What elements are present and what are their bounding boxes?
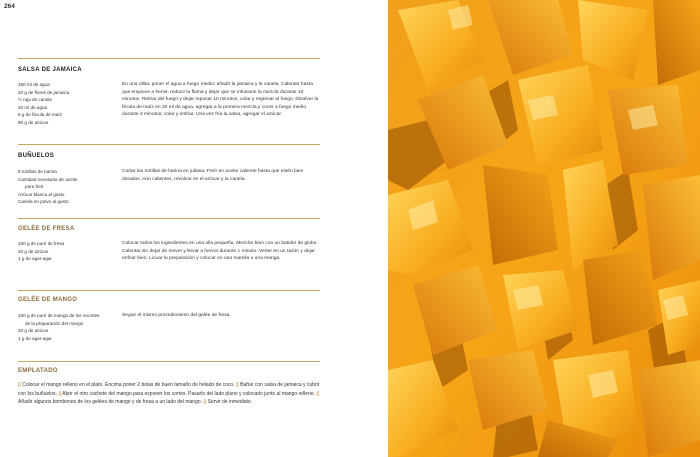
ingredient-item: 100 g de puré de mango de los recortes (18, 313, 100, 318)
method-text-bunuelos: Cortar las tortillas de harina en juliana. Freír en aceite caliente hasta que estén bien doradas. Aún calientes, revolcar en el azúcar y la canela. (122, 169, 304, 182)
emplatado-step: Bañar con salsa de jamaica y cubrir con los buñuelos. (18, 382, 320, 397)
ingredient-list-bunuelos (18, 168, 118, 206)
ingredient-item: 250 ml de agua (18, 82, 50, 87)
section-divider (18, 58, 320, 59)
mango-cubes-image (388, 0, 700, 457)
ingredient-item: 100 g de puré de fresa (18, 241, 65, 246)
section-divider (18, 290, 320, 291)
ingredient-item: ½ raja de canela (18, 97, 52, 103)
ingredient-item: Azúcar blanca al gusto (18, 191, 65, 197)
step-marker: || (316, 390, 320, 397)
ingredient-item: 60 g de azúcar (18, 119, 49, 125)
method-text-salsa: En una ollita, poner el agua a fuego medio; añadir la jamaica y la canela. Calentar hasta que empiece a hervir, reducir la flama y dejar que se infusione la mezcla durante 10 minutos. Retirar del fuego y dejar reposar 10 minutos, colar y regresar al fuego. Disolver la fécula de maíz en 20 ml de agua, agregar a la primera mezcla y cocer a fuego medio durante 2 minutos; colar y enfriar. Una vez fría la salsa, agregar el azúcar. (122, 82, 319, 118)
ingredient-list-fresa (18, 240, 118, 263)
method-text-fresa: Colocar todos los ingredientes en una olla pequeña. Mezclar bien con un batidor de globo. Calentar sin dejar de mover y llevar a hervor durante 1 minuto. Verter en un tazón y dejar enfriar bien. Licuar la preparación y colocar en una mamila o una manga. (122, 241, 318, 262)
ingredient-item: para freír (25, 184, 44, 190)
section-divider (18, 144, 320, 145)
emplatado-step: Añadir algunos bombones de los gelées de mango y de fresa a un lado del mango. (18, 399, 203, 406)
emplatado-step: Servir de inmediato. (207, 399, 253, 406)
ingredient-item: Canela en polvo al gusto (18, 199, 69, 205)
mango-photo (388, 0, 700, 457)
emplatado-step: Colocar el mango relleno en el plato. Encima poner 2 bolas de buen tamaño de helado de coco. (22, 382, 235, 388)
section-title-gelee-de-mango: GELÉE DE MANGO (18, 297, 78, 303)
section-title-gelee-de-fresa: GELÉE DE FRESA (18, 226, 75, 232)
step-marker: || (58, 390, 62, 397)
section-divider (18, 361, 320, 362)
ingredient-item: 20 g de azúcar (18, 248, 49, 254)
ingredient-item: Cantidad necesaria de aceite (18, 176, 78, 182)
emplatado-text (18, 381, 320, 407)
section-divider (18, 218, 320, 219)
ingredient-item: 8 tortillas de harina (18, 169, 57, 174)
method-text-mango: Seguir el mismo procedimiento del gelée de fresa. (122, 313, 231, 318)
ingredient-item: 20 g de azúcar (18, 328, 49, 334)
step-marker: || (235, 382, 239, 388)
ingredient-item: de la preparación del mango (25, 320, 84, 326)
step-marker: || (203, 399, 207, 406)
ingredient-item: 6 g de fécula de maíz (18, 112, 62, 118)
ingredient-list-mango (18, 312, 118, 342)
section-title-bunuelos: BUÑUELOS (18, 153, 55, 159)
page-number: 264 (4, 3, 15, 10)
ingredient-item: 1 g de agar-agar (18, 335, 52, 341)
section-title-salsa-de-jamaica: SALSA DE JAMAICA (18, 67, 82, 73)
ingredient-item: 20 g de flores de jamaica (18, 89, 70, 95)
section-title-emplatado: EMPLATADO (18, 368, 58, 374)
step-marker: || (18, 382, 21, 388)
ingredient-item: 20 ml de agua (18, 104, 48, 110)
ingredient-list-salsa (18, 81, 118, 127)
ingredient-item: 1 g de agar-agar (18, 256, 52, 262)
emplatado-step: Abrir el otro cachete del mango para exponer los cortes. Pasarlo del lado plano y colocarlo junto al mango relleno. (62, 390, 315, 397)
